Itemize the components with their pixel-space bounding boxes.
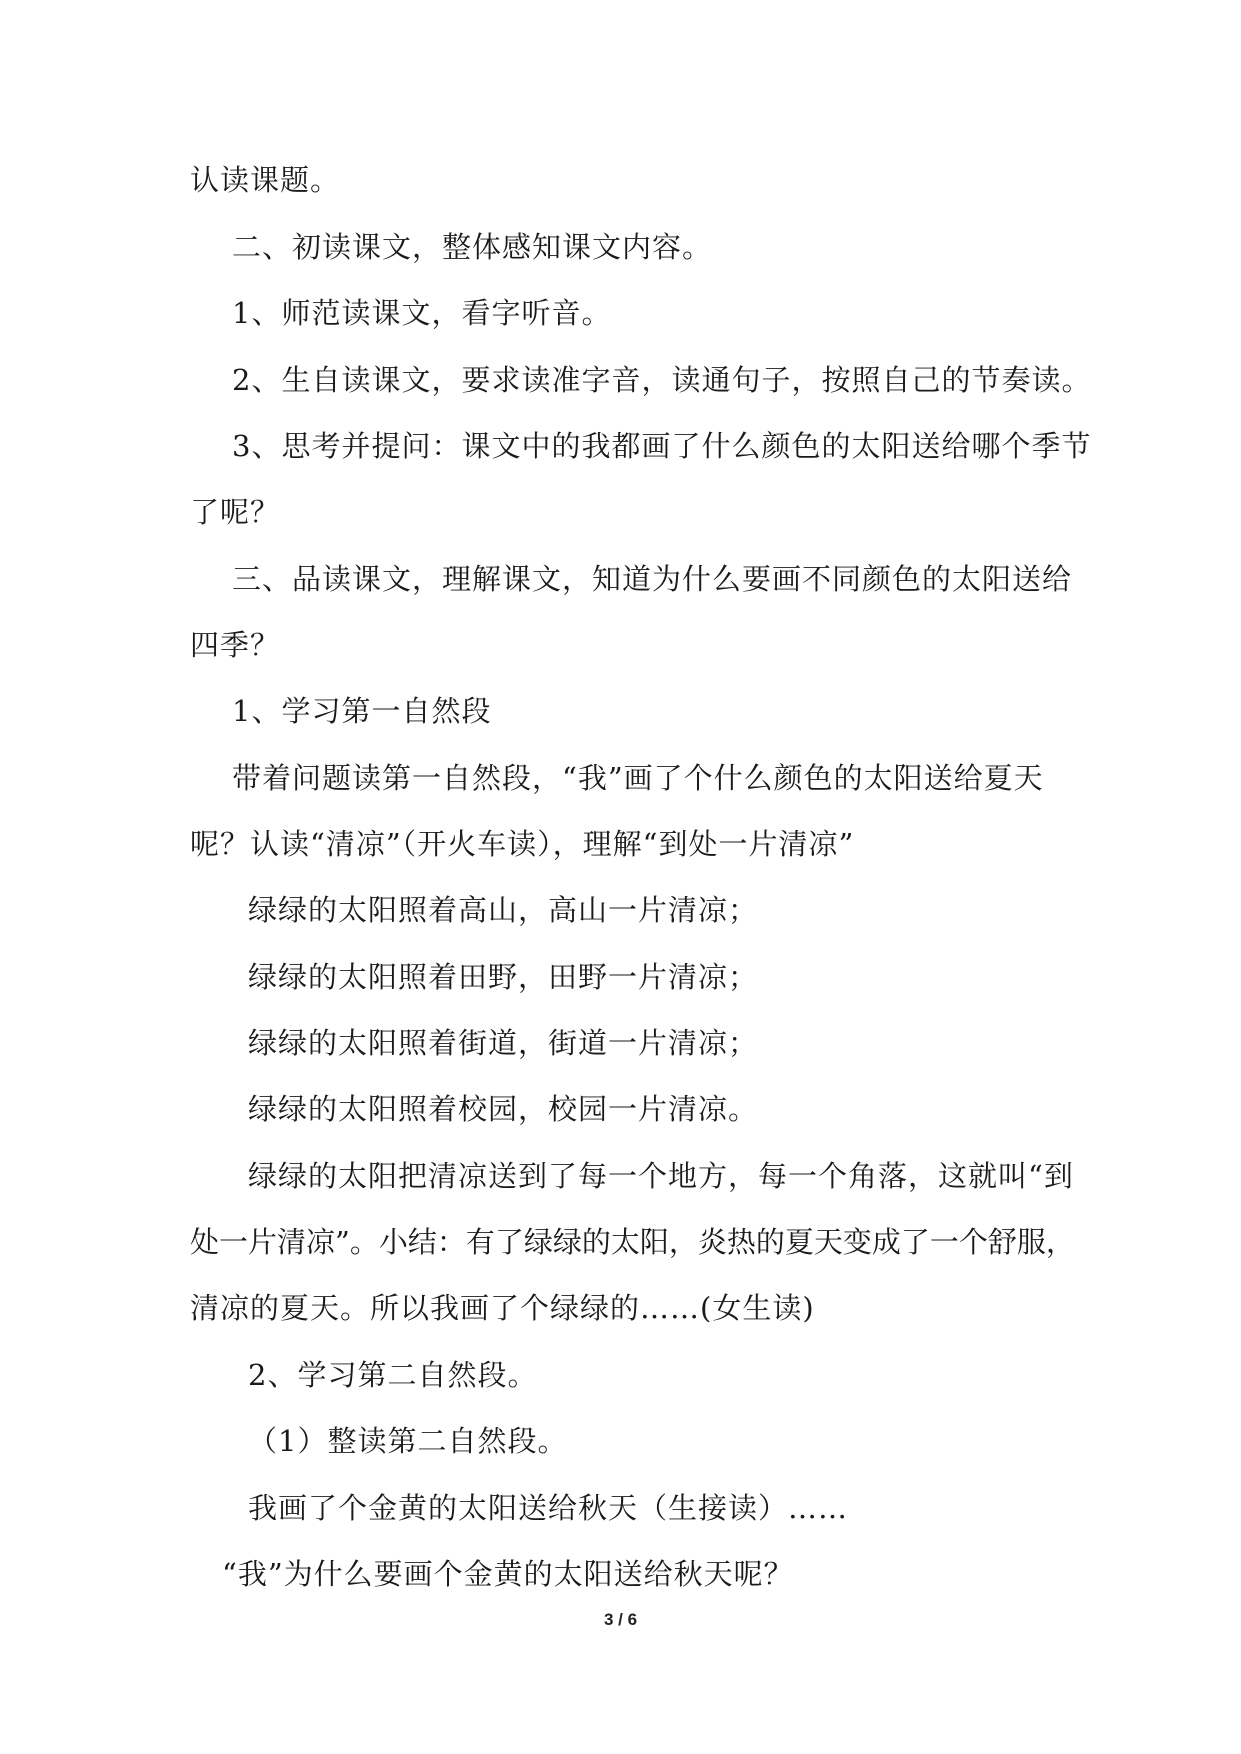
text-line: （1）整读第二自然段。 [248, 1424, 568, 1458]
text-line: “我”为什么要画个金黄的太阳送给秋天呢？ [222, 1557, 794, 1591]
text-line: 我画了个金黄的太阳送给秋天（生接读）…… [248, 1491, 849, 1525]
text-line: 3、思考并提问：课文中的我都画了什么颜色的太阳送给哪个季节 [232, 429, 1092, 463]
text-line: 1、学习第一自然段 [232, 694, 492, 728]
section-heading: 三、品读课文，理解课文，知道为什么要画不同颜色的太阳送给 [232, 562, 1073, 596]
text-line: 清凉的夏天。所以我画了个绿绿的……(女生读) [190, 1291, 815, 1325]
text-line: 绿绿的太阳把清凉送到了每一个地方，每一个角落，这就叫“到 [248, 1159, 1074, 1193]
text-line: 2、生自读课文，要求读准字音，读通句子，按照自己的节奏读。 [232, 363, 1092, 397]
poem-line: 绿绿的太阳照着田野，田野一片清凉； [248, 960, 759, 994]
text-line: 认读课题。 [190, 163, 341, 197]
text-line: 四季？ [190, 628, 281, 662]
text-line: 了呢？ [190, 495, 281, 529]
poem-line: 绿绿的太阳照着高山，高山一片清凉； [248, 893, 759, 927]
text-line: 2、学习第二自然段。 [248, 1358, 538, 1392]
poem-line: 绿绿的太阳照着校园，校园一片清凉。 [248, 1092, 759, 1126]
text-line: 呢？认读“清凉”（开火车读），理解“到处一片清凉” [190, 827, 855, 861]
text-line: 1、师范读课文，看字听音。 [232, 296, 612, 330]
page-number: 3 / 6 [603, 1610, 638, 1629]
poem-line: 绿绿的太阳照着街道，街道一片清凉； [248, 1026, 759, 1060]
text-line: 处一片清凉”。小结：有了绿绿的太阳，炎热的夏天变成了一个舒服， [190, 1225, 1075, 1259]
section-heading: 二、初读课文，整体感知课文内容。 [232, 230, 713, 264]
text-line: 带着问题读第一自然段，“我”画了个什么颜色的太阳送给夏天 [232, 761, 1044, 795]
